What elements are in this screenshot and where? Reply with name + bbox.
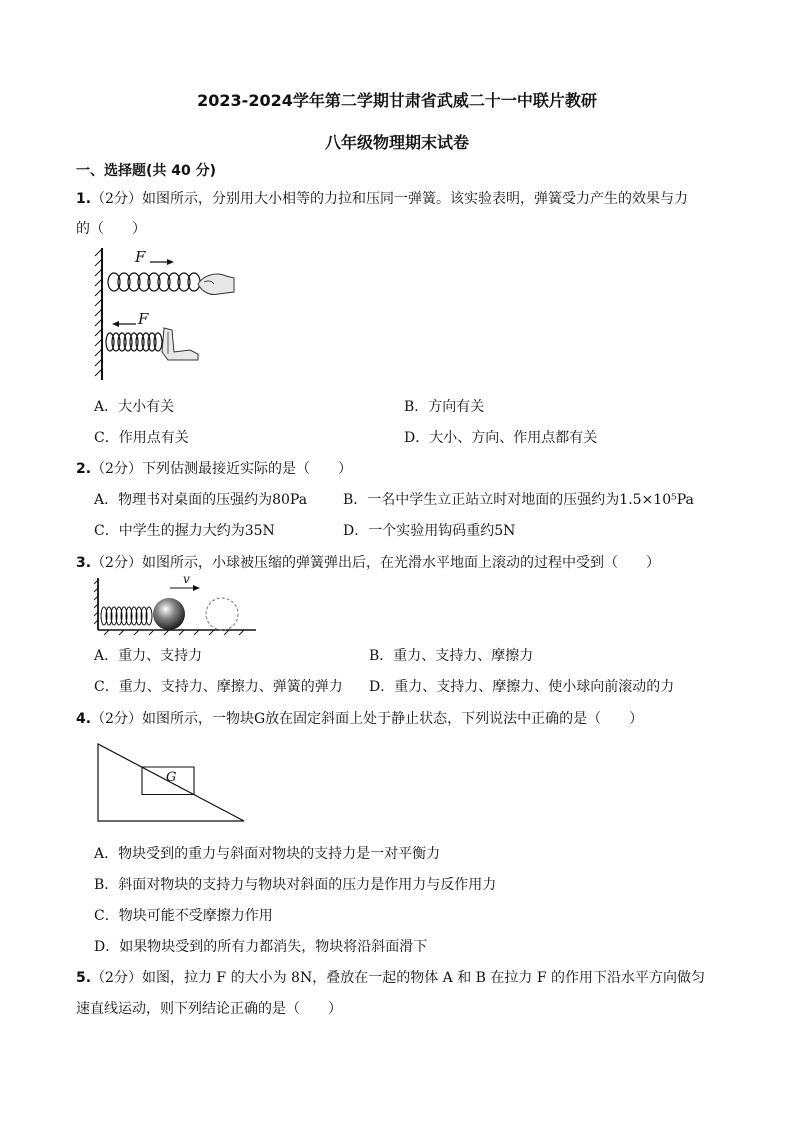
question-5-stem [76,967,705,987]
question-1-stem-line2: 的（ ） [76,221,146,237]
question-3-option-a[interactable]: A．重力、支持力 [94,648,203,664]
question-5-number: 5. [76,970,92,986]
question-3-stem [76,552,660,572]
question-4-block-label: G [166,770,177,785]
question-1-stem [76,188,688,208]
ball-icon [153,598,185,630]
question-3-option-b[interactable]: B．重力、支持力、摩擦力 [369,648,534,664]
question-2-option-c[interactable]: C．中学生的握力大约为35N [94,523,275,539]
question-1-option-c[interactable]: C．作用点有关 [94,430,189,446]
question-3-stem-text: （2分）如图所示，小球被压缩的弹簧弹出后，在光滑水平地面上滚动的过程中受到（ ） [91,555,660,571]
hand-pushing-icon [160,326,200,362]
question-2-option-b[interactable]: B．一名中学生立正站立时对地面的压强约为1.5×10⁵Pa [343,492,694,508]
question-1-option-a[interactable]: A．大小有关 [94,399,175,415]
question-4-number: 4. [76,711,92,727]
question-3-option-d[interactable]: D．重力、支持力、摩擦力、使小球向前滚动的力 [369,679,675,695]
question-1-option-b[interactable]: B．方向有关 [404,399,485,415]
question-3-option-c[interactable]: C．重力、支持力、摩擦力、弹簧的弹力 [94,679,343,695]
question-4-option-d[interactable]: D．如果物块受到的所有力都消失，物块将沿斜面滑下 [94,939,428,955]
question-4-stem [76,708,643,728]
question-4-stem-text: （2分）如图所示，一物块G放在固定斜面上处于静止状态，下列说法中正确的是（ ） [91,711,644,727]
question-3-ball-spring-figure [94,576,260,636]
exam-title-line1: 2023-2024学年第二学期甘肃省武威二十一中联片教研 [197,91,597,110]
question-5-stem-line2: 速直线运动，则下列结论正确的是（ ） [76,1001,342,1017]
question-3-velocity-label: v [183,572,190,586]
question-4-option-c[interactable]: C．物块可能不受摩擦力作用 [94,908,273,924]
question-1-force-label-top: F [135,248,146,266]
hand-pulling-icon [196,262,236,302]
question-2-stem [76,458,352,478]
question-3-number: 3. [76,555,92,571]
question-4-option-b[interactable]: B．斜面对物块的支持力与物块对斜面的压力是作用力与反作用力 [94,877,497,893]
question-1-stem-text: （2分）如图所示，分别用大小相等的力拉和压同一弹簧。该实验表明，弹簧受力产生的效果与力 [91,191,688,207]
question-2-option-d[interactable]: D．一个实验用钩码重约5N [343,523,516,539]
question-1-option-d[interactable]: D．大小、方向、作用点都有关 [404,430,598,446]
section-heading-multiple-choice: 一、选择题(共 40 分) [76,163,217,179]
question-1-force-label-bottom: F [138,310,149,328]
question-1-number: 1. [76,191,92,207]
question-4-option-a[interactable]: A．物块受到的重力与斜面对物块的支持力是一对平衡力 [94,846,441,862]
question-2-number: 2. [76,461,92,477]
exam-title-line2: 八年级物理期末试卷 [324,133,469,152]
question-5-stem-text: （2分）如图，拉力 F 的大小为 8N，叠放在一起的物体 A 和 B 在拉力 F 的作用下沿水平方向做匀 [91,970,706,986]
question-2-option-a[interactable]: A．物理书对桌面的压强约为80Pa [94,492,308,508]
question-2-stem-text: （2分）下列估测最接近实际的是（ ） [91,461,352,477]
